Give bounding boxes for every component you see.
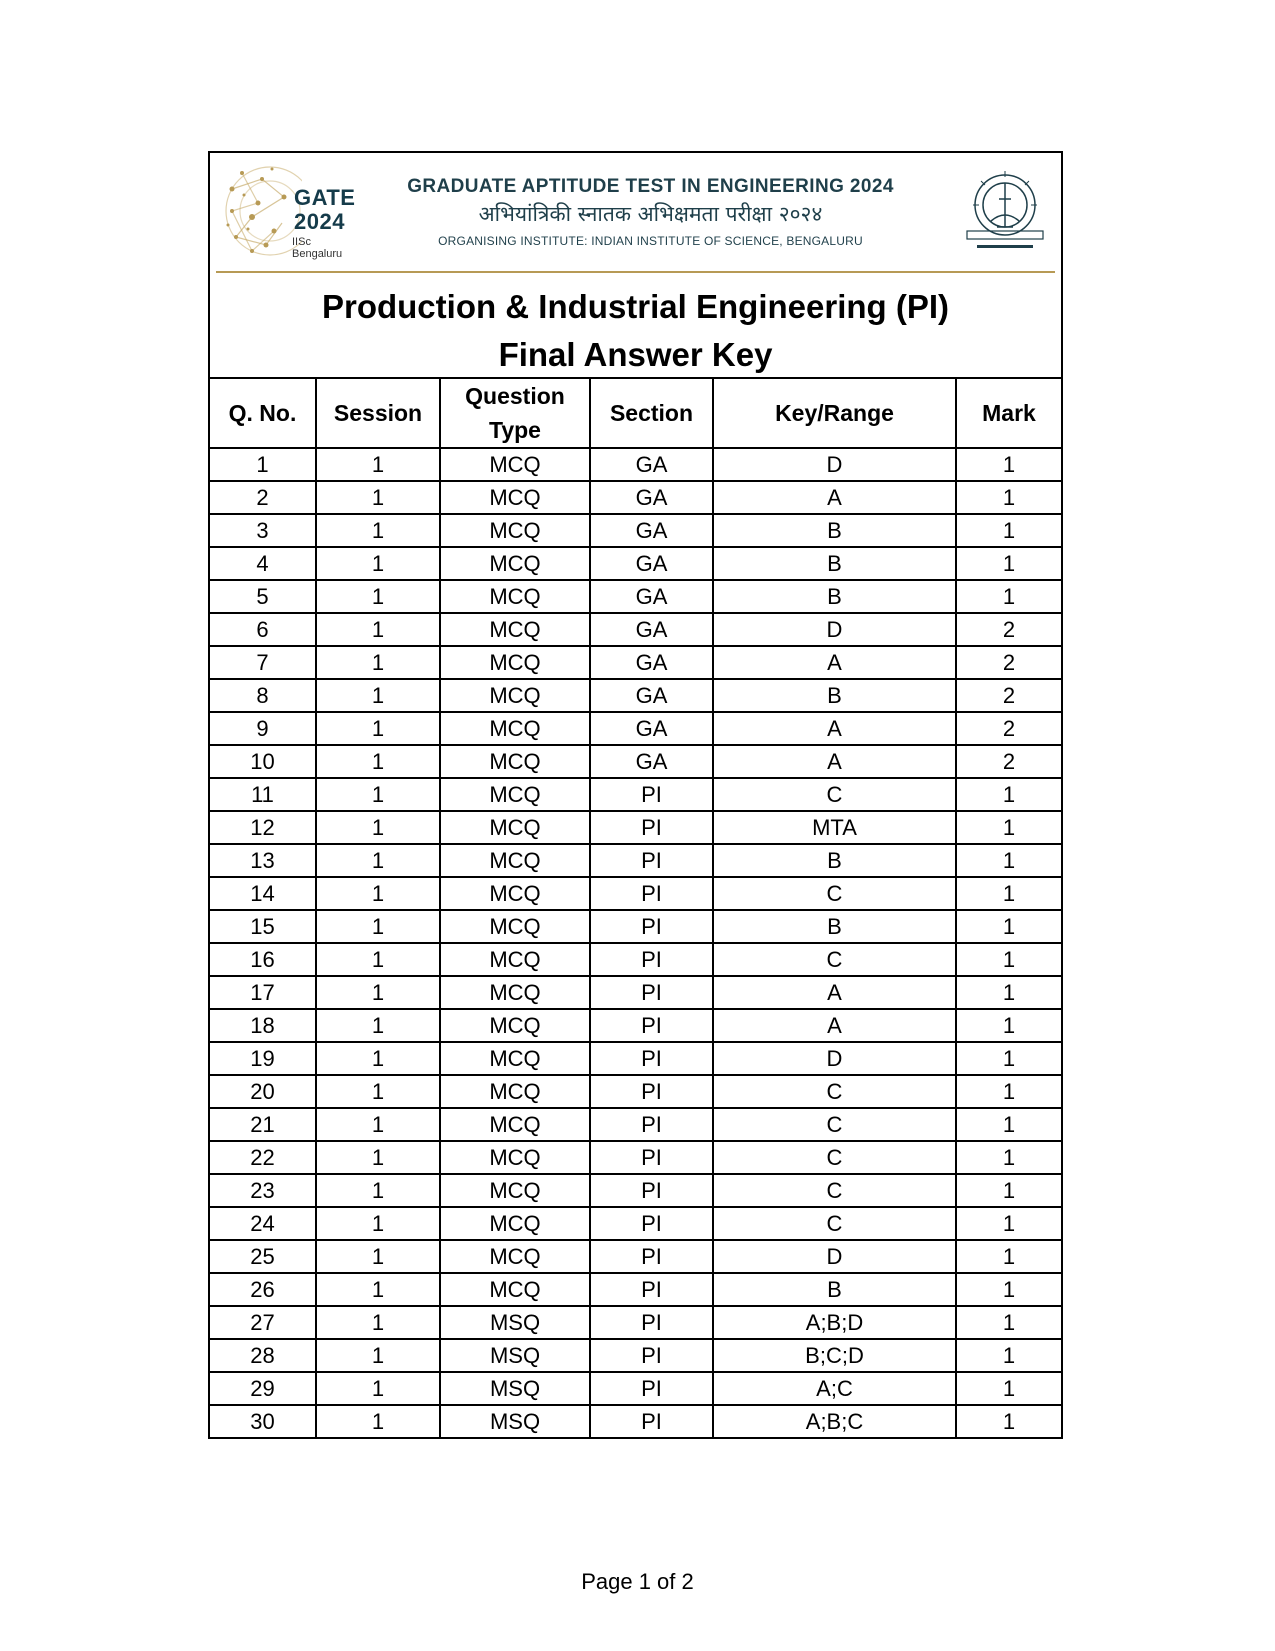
cell-key-range: A;B;C — [713, 1405, 956, 1437]
cell-key-range: B — [713, 580, 956, 613]
table-row — [210, 580, 1061, 613]
cell-mark: 2 — [956, 679, 1061, 712]
organising-institute: ORGANISING INSTITUTE: INDIAN INSTITUTE OF SCIENCE, BENGALURU — [438, 234, 863, 248]
cell-key-range: A;B;D — [713, 1306, 956, 1339]
gate-logo-subtitle: IISc Bengaluru — [292, 236, 343, 260]
cell-session: 1 — [316, 778, 440, 811]
table-row — [210, 745, 1061, 778]
cell-session: 1 — [316, 1339, 440, 1372]
cell-key-range: B — [713, 679, 956, 712]
cell-q-no: 9 — [210, 712, 316, 745]
cell-key-range: B;C;D — [713, 1339, 956, 1372]
cell-key-range: A — [713, 646, 956, 679]
cell-section: GA — [590, 679, 713, 712]
cell-section: GA — [590, 613, 713, 646]
table-row — [210, 1174, 1061, 1207]
cell-q-no: 15 — [210, 910, 316, 943]
cell-key-range: C — [713, 1108, 956, 1141]
cell-question-type: MCQ — [440, 1207, 590, 1240]
cell-q-no: 4 — [210, 547, 316, 580]
cell-mark: 1 — [956, 1174, 1061, 1207]
cell-mark: 1 — [956, 943, 1061, 976]
cell-q-no: 19 — [210, 1042, 316, 1075]
cell-question-type: MCQ — [440, 877, 590, 910]
cell-key-range: C — [713, 877, 956, 910]
cell-question-type: MSQ — [440, 1405, 590, 1437]
cell-mark: 1 — [956, 976, 1061, 1009]
cell-session: 1 — [316, 745, 440, 778]
cell-question-type: MSQ — [440, 1306, 590, 1339]
cell-section: PI — [590, 811, 713, 844]
table-row — [210, 1207, 1061, 1240]
cell-mark: 1 — [956, 481, 1061, 514]
cell-section: PI — [590, 1405, 713, 1437]
document-title-line1: Production & Industrial Engineering (PI) — [321, 288, 950, 325]
cell-mark: 2 — [956, 613, 1061, 646]
cell-section: GA — [590, 712, 713, 745]
cell-mark: 1 — [956, 514, 1061, 547]
cell-mark: 1 — [956, 1372, 1061, 1405]
gate-2024-logo — [222, 159, 362, 263]
page-number: Page 1 of 2 — [581, 1569, 694, 1594]
cell-mark: 2 — [956, 646, 1061, 679]
cell-session: 1 — [316, 1405, 440, 1437]
cell-section: GA — [590, 481, 713, 514]
cell-q-no: 16 — [210, 943, 316, 976]
cell-mark: 1 — [956, 778, 1061, 811]
table-row — [210, 976, 1061, 1009]
cell-mark: 1 — [956, 547, 1061, 580]
table-row — [210, 1273, 1061, 1306]
cell-session: 1 — [316, 877, 440, 910]
cell-q-no: 14 — [210, 877, 316, 910]
cell-q-no: 27 — [210, 1306, 316, 1339]
cell-q-no: 12 — [210, 811, 316, 844]
cell-q-no: 25 — [210, 1240, 316, 1273]
cell-section: GA — [590, 745, 713, 778]
table-row — [210, 613, 1061, 646]
cell-key-range: D — [713, 448, 956, 481]
cell-session: 1 — [316, 514, 440, 547]
cell-q-no: 5 — [210, 580, 316, 613]
cell-section: PI — [590, 910, 713, 943]
cell-question-type: MCQ — [440, 1273, 590, 1306]
cell-q-no: 26 — [210, 1273, 316, 1306]
cell-question-type: MCQ — [440, 844, 590, 877]
cell-mark: 1 — [956, 1306, 1061, 1339]
banner-text — [370, 175, 931, 250]
cell-q-no: 11 — [210, 778, 316, 811]
cell-session: 1 — [316, 481, 440, 514]
cell-question-type: MCQ — [440, 1042, 590, 1075]
cell-session: 1 — [316, 1042, 440, 1075]
cell-mark: 1 — [956, 1207, 1061, 1240]
cell-key-range: A — [713, 976, 956, 1009]
cell-key-range: D — [713, 613, 956, 646]
cell-key-range: B — [713, 1273, 956, 1306]
cell-q-no: 1 — [210, 448, 316, 481]
cell-q-no: 20 — [210, 1075, 316, 1108]
cell-question-type: MCQ — [440, 712, 590, 745]
banner-divider — [216, 271, 1055, 273]
cell-section: PI — [590, 1273, 713, 1306]
cell-mark: 1 — [956, 1141, 1061, 1174]
cell-question-type: MCQ — [440, 1240, 590, 1273]
cell-question-type: MCQ — [440, 679, 590, 712]
column-header-key-range: Key/Range — [713, 379, 956, 448]
cell-mark: 1 — [956, 1240, 1061, 1273]
banner-title: GRADUATE APTITUDE TEST IN ENGINEERING 2024 — [407, 176, 894, 197]
cell-mark: 1 — [956, 844, 1061, 877]
column-header-mark: Mark — [956, 379, 1061, 448]
table-row — [210, 910, 1061, 943]
cell-key-range: B — [713, 547, 956, 580]
cell-session: 1 — [316, 1240, 440, 1273]
cell-question-type: MCQ — [440, 514, 590, 547]
cell-q-no: 6 — [210, 613, 316, 646]
cell-key-range: A — [713, 745, 956, 778]
cell-key-range: C — [713, 1174, 956, 1207]
cell-key-range: D — [713, 1240, 956, 1273]
cell-section: GA — [590, 547, 713, 580]
cell-session: 1 — [316, 679, 440, 712]
cell-mark: 1 — [956, 1075, 1061, 1108]
cell-question-type: MCQ — [440, 976, 590, 1009]
gate-logo-word: GATE — [294, 185, 356, 210]
table-row — [210, 481, 1061, 514]
cell-q-no: 3 — [210, 514, 316, 547]
cell-question-type: MCQ — [440, 547, 590, 580]
cell-key-range: A;C — [713, 1372, 956, 1405]
cell-section: PI — [590, 1372, 713, 1405]
cell-mark: 2 — [956, 712, 1061, 745]
cell-section: PI — [590, 1306, 713, 1339]
table-row — [210, 1141, 1061, 1174]
cell-session: 1 — [316, 910, 440, 943]
cell-session: 1 — [316, 547, 440, 580]
cell-question-type: MCQ — [440, 481, 590, 514]
cell-section: PI — [590, 778, 713, 811]
cell-q-no: 23 — [210, 1174, 316, 1207]
cell-question-type: MCQ — [440, 448, 590, 481]
table-row — [210, 1009, 1061, 1042]
cell-mark: 1 — [956, 1009, 1061, 1042]
iisc-emblem-icon — [961, 165, 1049, 265]
cell-section: PI — [590, 844, 713, 877]
cell-q-no: 10 — [210, 745, 316, 778]
cell-session: 1 — [316, 976, 440, 1009]
table-row — [210, 547, 1061, 580]
cell-section: PI — [590, 1075, 713, 1108]
cell-mark: 1 — [956, 1108, 1061, 1141]
cell-q-no: 24 — [210, 1207, 316, 1240]
cell-mark: 1 — [956, 1042, 1061, 1075]
cell-key-range: A — [713, 712, 956, 745]
table-row — [210, 943, 1061, 976]
cell-q-no: 17 — [210, 976, 316, 1009]
cell-question-type: MCQ — [440, 778, 590, 811]
cell-key-range: D — [713, 1042, 956, 1075]
table-row — [210, 1372, 1061, 1405]
answer-key-document — [208, 151, 1063, 1439]
cell-q-no: 8 — [210, 679, 316, 712]
cell-question-type: MCQ — [440, 1174, 590, 1207]
column-header-section: Section — [590, 379, 713, 448]
cell-mark: 1 — [956, 1273, 1061, 1306]
cell-key-range: MTA — [713, 811, 956, 844]
table-row — [210, 1405, 1061, 1437]
gate-banner — [210, 153, 1061, 273]
cell-session: 1 — [316, 1141, 440, 1174]
cell-section: GA — [590, 646, 713, 679]
cell-section: PI — [590, 1141, 713, 1174]
cell-session: 1 — [316, 712, 440, 745]
cell-session: 1 — [316, 646, 440, 679]
cell-q-no: 21 — [210, 1108, 316, 1141]
cell-key-range: C — [713, 1207, 956, 1240]
cell-question-type: MCQ — [440, 943, 590, 976]
cell-question-type: MSQ — [440, 1372, 590, 1405]
gate-globe-icon — [222, 159, 302, 263]
table-row — [210, 514, 1061, 547]
column-header-session: Session — [316, 379, 440, 448]
table-row — [210, 1042, 1061, 1075]
cell-session: 1 — [316, 1207, 440, 1240]
cell-question-type: MSQ — [440, 1339, 590, 1372]
cell-mark: 1 — [956, 1339, 1061, 1372]
cell-session: 1 — [316, 580, 440, 613]
table-row — [210, 1108, 1061, 1141]
table-row — [210, 778, 1061, 811]
cell-mark: 2 — [956, 745, 1061, 778]
cell-section: PI — [590, 943, 713, 976]
table-row — [210, 1240, 1061, 1273]
cell-section: GA — [590, 580, 713, 613]
document-title-line2: Final Answer Key — [498, 336, 773, 373]
cell-section: GA — [590, 514, 713, 547]
cell-key-range: A — [713, 1009, 956, 1042]
cell-question-type: MCQ — [440, 1108, 590, 1141]
cell-q-no: 13 — [210, 844, 316, 877]
table-row — [210, 1339, 1061, 1372]
cell-section: PI — [590, 877, 713, 910]
cell-question-type: MCQ — [440, 745, 590, 778]
table-body — [210, 448, 1061, 1437]
cell-session: 1 — [316, 1306, 440, 1339]
table-row — [210, 811, 1061, 844]
answer-key-table — [210, 379, 1061, 1437]
cell-mark: 1 — [956, 910, 1061, 943]
cell-question-type: MCQ — [440, 580, 590, 613]
cell-session: 1 — [316, 448, 440, 481]
cell-session: 1 — [316, 1174, 440, 1207]
cell-question-type: MCQ — [440, 811, 590, 844]
cell-mark: 1 — [956, 1405, 1061, 1437]
cell-session: 1 — [316, 1009, 440, 1042]
table-row — [210, 712, 1061, 745]
cell-key-range: C — [713, 778, 956, 811]
cell-key-range: C — [713, 943, 956, 976]
cell-section: PI — [590, 1042, 713, 1075]
cell-section: PI — [590, 1174, 713, 1207]
table-header-row — [210, 379, 1061, 448]
banner-hindi-title: अभियांत्रिकी स्नातक अभिक्षमता परीक्षा २०२४ — [478, 202, 823, 226]
cell-section: PI — [590, 1207, 713, 1240]
cell-q-no: 2 — [210, 481, 316, 514]
iisc-emblem — [961, 165, 1049, 265]
cell-question-type: MCQ — [440, 1009, 590, 1042]
cell-session: 1 — [316, 844, 440, 877]
cell-question-type: MCQ — [440, 646, 590, 679]
cell-key-range: C — [713, 1075, 956, 1108]
cell-question-type: MCQ — [440, 613, 590, 646]
cell-key-range: B — [713, 910, 956, 943]
cell-key-range: C — [713, 1141, 956, 1174]
cell-section: PI — [590, 1009, 713, 1042]
gate-logo-year: 2024 — [294, 209, 345, 234]
table-row — [210, 679, 1061, 712]
cell-session: 1 — [316, 1273, 440, 1306]
table-row — [210, 646, 1061, 679]
cell-section: PI — [590, 1339, 713, 1372]
table-row — [210, 448, 1061, 481]
cell-section: GA — [590, 448, 713, 481]
table-row — [210, 877, 1061, 910]
cell-section: PI — [590, 976, 713, 1009]
cell-session: 1 — [316, 943, 440, 976]
cell-mark: 1 — [956, 811, 1061, 844]
cell-mark: 1 — [956, 580, 1061, 613]
column-header-question-type: Question Type — [440, 379, 590, 448]
cell-q-no: 29 — [210, 1372, 316, 1405]
document-title — [210, 273, 1061, 379]
cell-session: 1 — [316, 1075, 440, 1108]
cell-session: 1 — [316, 613, 440, 646]
cell-question-type: MCQ — [440, 1141, 590, 1174]
cell-q-no: 22 — [210, 1141, 316, 1174]
cell-key-range: B — [713, 514, 956, 547]
cell-q-no: 30 — [210, 1405, 316, 1437]
cell-q-no: 18 — [210, 1009, 316, 1042]
cell-question-type: MCQ — [440, 1075, 590, 1108]
cell-question-type: MCQ — [440, 910, 590, 943]
table-row — [210, 844, 1061, 877]
cell-mark: 1 — [956, 448, 1061, 481]
cell-q-no: 28 — [210, 1339, 316, 1372]
cell-session: 1 — [316, 1108, 440, 1141]
cell-session: 1 — [316, 811, 440, 844]
table-row — [210, 1306, 1061, 1339]
cell-q-no: 7 — [210, 646, 316, 679]
cell-section: PI — [590, 1240, 713, 1273]
cell-key-range: A — [713, 481, 956, 514]
table-row — [210, 1075, 1061, 1108]
cell-key-range: B — [713, 844, 956, 877]
column-header-q-no: Q. No. — [210, 379, 316, 448]
cell-section: PI — [590, 1108, 713, 1141]
cell-session: 1 — [316, 1372, 440, 1405]
cell-mark: 1 — [956, 877, 1061, 910]
